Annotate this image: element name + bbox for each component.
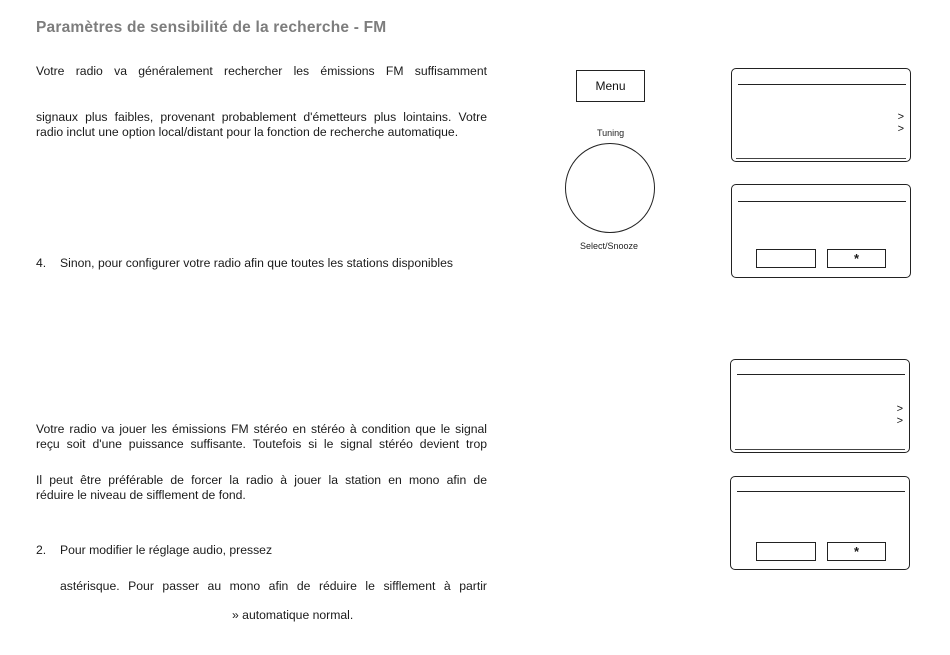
step-4-number: 4. [36, 256, 47, 270]
chevron-right-icon: > [896, 403, 903, 415]
display-screen-4 [730, 476, 910, 570]
para1-line1: Votre radio va généralement rechercher les émissions FM suffisamment [36, 64, 487, 78]
step-2-continuation: astérisque. Pour passer au mono afin de réduire le sifflement à partir [60, 579, 487, 593]
page-title: Paramètres de sensibilité de la recherche - FM [36, 19, 387, 36]
chevron-right-icon: > [897, 111, 904, 123]
para2-line1: Votre radio va jouer les émissions FM stéréo en stéréo à condition que le signal [36, 422, 487, 436]
display-screen-3 [730, 359, 910, 453]
display-header-rule [738, 201, 906, 202]
step-2-end: » automatique normal. [232, 608, 354, 622]
display-footer-rule [736, 158, 906, 159]
para1-line2: signaux plus faibles, provenant probablement d'émetteurs plus lointains. Votre [36, 110, 487, 124]
tuning-knob[interactable] [565, 143, 655, 233]
display-header-rule [737, 374, 905, 375]
step-2-number: 2. [36, 543, 47, 557]
tuning-label: Tuning [597, 128, 625, 138]
option-box-right-selected: * [827, 542, 886, 561]
para3-line1: Il peut être préférable de forcer la radio à jouer la station en mono afin de [36, 473, 487, 487]
option-box-right-selected: * [827, 249, 886, 268]
option-box-left [756, 249, 816, 268]
para1-line3: radio inclut une option local/distant pour la fonction de recherche automatique. [36, 125, 459, 139]
display-header-rule [738, 84, 906, 85]
display-header-rule [737, 491, 905, 492]
chevron-right-icon: > [896, 415, 903, 427]
para3-line2: réduire le niveau de sifflement de fond. [36, 488, 246, 502]
step-2-text: Pour modifier le réglage audio, pressez [60, 543, 273, 557]
step-4 [36, 256, 453, 271]
chevron-right-icon: > [897, 123, 904, 135]
para2-line2: reçu soit d'une puissance suffisante. Toutefois si le signal stéréo devient trop [36, 437, 487, 451]
step-2 [36, 543, 272, 558]
select-snooze-label: Select/Snooze [580, 241, 639, 251]
option-box-left [756, 542, 816, 561]
display-screen-2 [731, 184, 911, 278]
step-4-text: Sinon, pour configurer votre radio afin que toutes les stations disponibles [60, 256, 453, 270]
display-screen-1 [731, 68, 911, 162]
menu-button[interactable]: Menu [576, 70, 645, 102]
display-footer-rule [735, 449, 905, 450]
